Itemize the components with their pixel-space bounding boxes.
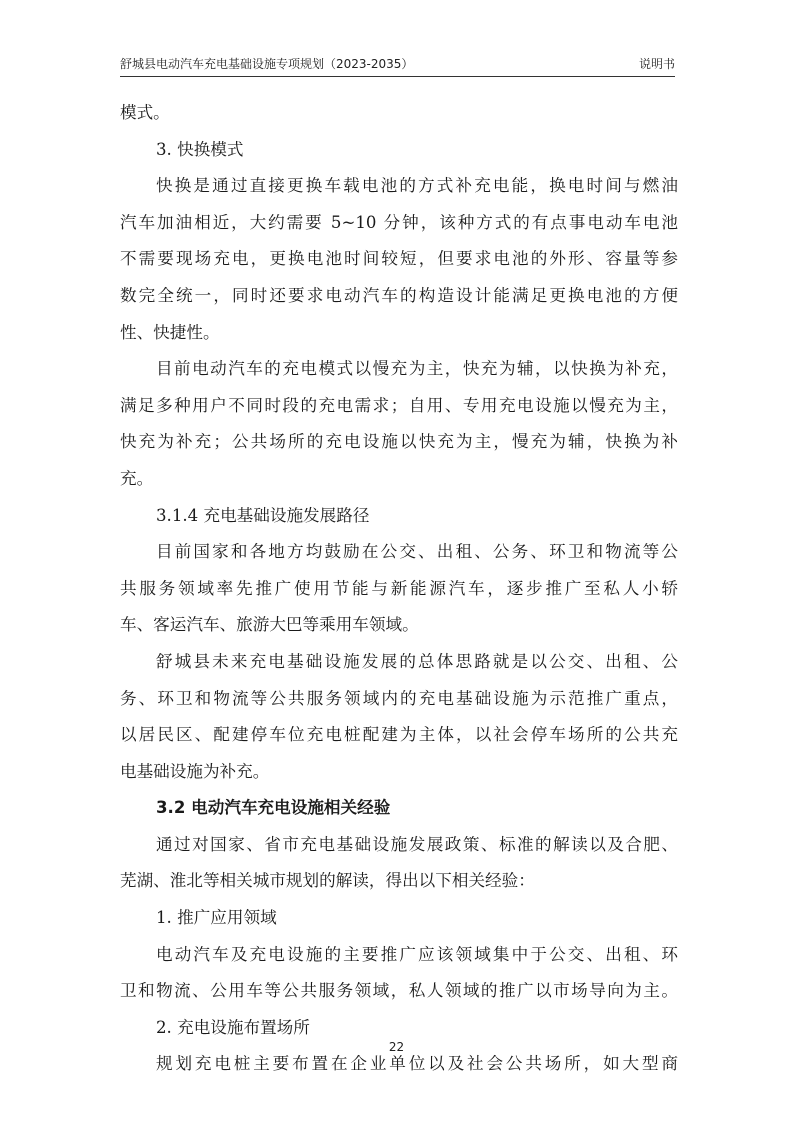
header-title: 舒城县电动汽车充电基础设施专项规划（2023-2035） [120,57,414,71]
section-heading: 3.2 电动汽车充电设施相关经验 [156,798,391,818]
text-line: 不需要现场充电，更换电池时间较短，但要求电池的外形、容量等参 [120,249,678,269]
text-line: 快充为补充；公共场所的充电设施以快充为主，慢充为辅，快换为补 [120,432,678,452]
text-line: 快换是通过直接更换车载电池的方式补充电能，换电时间与燃油 [156,176,678,196]
body-text [120,100,678,1077]
text-line: 目前电动汽车的充电模式以慢充为主，快充为辅，以快换为补充， [156,359,678,379]
text-line: 以居民区、配建停车位充电桩配建为主体，以社会停车场所的公共充 [120,725,678,745]
text-line: 满足多种用户不同时段的充电需求；自用、专用充电设施以慢充为主， [120,395,678,415]
text-line: 卫和物流、公用车等公共服务领域，私人领域的推广以市场导向为主。 [120,981,678,1001]
text-line: 共服务领域率先推广使用节能与新能源汽车，逐步推广至私人小轿 [120,578,678,598]
header-doc-type: 说明书 [638,57,675,71]
text-line: 模式。 [120,103,170,122]
text-line: 1. 推广应用领域 [156,908,277,928]
page-number: 22 [388,1040,405,1054]
text-line: 汽车加油相近，大约需要 5~10 分钟，该种方式的有点事电动车电池 [120,212,678,232]
text-line: 3.1.4 充电基础设施发展路径 [156,505,370,525]
text-line: 数完全统一，同时还要求电动汽车的构造设计能满足更换电池的方便 [120,285,678,305]
text-line: 通过对国家、省市充电基础设施发展政策、标准的解读以及合肥、 [156,834,678,854]
text-line: 务、环卫和物流等公共服务领域内的充电基础设施为示范推广重点， [120,688,678,708]
text-line: 性、快捷性。 [120,322,220,342]
text-line: 3. 快换模式 [156,139,244,159]
text-line: 舒城县未来充电基础设施发展的总体思路就是以公交、出租、公 [156,651,678,671]
text-line: 车、客运汽车、旅游大巴等乘用车领域。 [120,615,419,635]
text-line: 充。 [120,468,154,488]
text-line: 电动汽车及充电设施的主要推广应该领域集中于公交、出租、环 [156,944,678,964]
text-line: 电基础设施为补充。 [120,761,270,781]
text-line: 规划充电桩主要布置在企业单位以及社会公共场所，如大型商 [156,1054,678,1074]
text-line: 2. 充电设施布置场所 [156,1017,310,1037]
text-line: 目前国家和各地方均鼓励在公交、出租、公务、环卫和物流等公 [156,542,678,562]
text-line: 芜湖、淮北等相关城市规划的解读，得出以下相关经验： [120,871,535,891]
page-header [120,54,675,77]
